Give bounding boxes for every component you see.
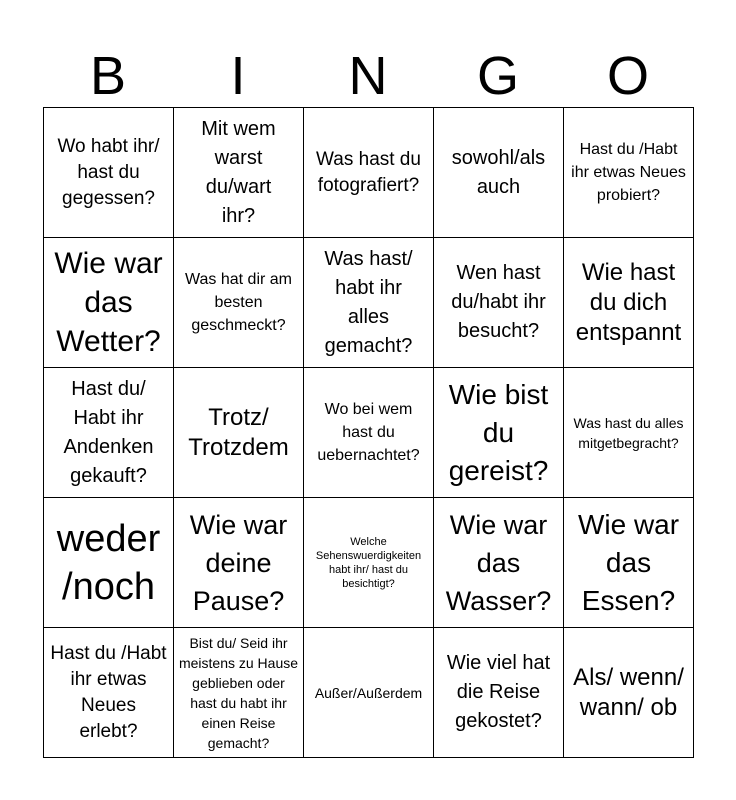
cell-text: Bist du/ Seid ihr meistens zu Hause geblieben oder hast du habt ihr einen Reise gemacht? [178, 634, 299, 751]
cell-text: Wo bei wem hast du uebernachtet? [317, 401, 420, 464]
cell-text: Wie war das Essen? [577, 508, 680, 616]
cell-text: Wie war deine Pause? [189, 509, 288, 616]
bingo-cell[interactable] [174, 238, 304, 368]
cell-text: Was hat dir am besten geschmeckt? [185, 271, 292, 334]
bingo-header [43, 46, 693, 106]
bingo-cell[interactable] [174, 368, 304, 498]
cell-text: weder /noch [56, 517, 161, 608]
bingo-cell[interactable] [434, 108, 564, 238]
bingo-cell[interactable] [44, 238, 174, 368]
header-letter-g: G [476, 46, 519, 106]
header-letter-b: B [89, 46, 127, 106]
cell-text: sowohl/als auch [451, 146, 546, 198]
cell-text: Was hast du fotografiert? [316, 148, 421, 196]
cell-text: Außer/Außerdem [314, 684, 423, 701]
bingo-cell[interactable] [174, 628, 304, 758]
bingo-cell[interactable] [434, 498, 564, 628]
cell-text: Was hast du alles mitgetbegracht? [573, 414, 684, 451]
cell-text: Wo habt ihr/ hast du gegessen? [57, 135, 160, 209]
bingo-cell[interactable] [304, 368, 434, 498]
cell-text: Wen hast du/habt ihr besucht? [451, 262, 546, 342]
cell-text: Mit wem warst du/wart ihr? [201, 117, 276, 227]
bingo-cell[interactable] [564, 108, 694, 238]
cell-text: Hast du/ Habt ihr Andenken gekauft? [63, 377, 154, 487]
cell-text: Als/ wenn/ wann/ ob [573, 663, 684, 721]
bingo-cell[interactable] [564, 238, 694, 368]
bingo-cell[interactable] [564, 368, 694, 498]
bingo-cell[interactable] [174, 498, 304, 628]
bingo-cell[interactable] [174, 108, 304, 238]
bingo-cell[interactable] [44, 368, 174, 498]
bingo-cell[interactable] [564, 498, 694, 628]
cell-text: Was hast/ habt ihr alles gemacht? [324, 247, 413, 357]
bingo-cell[interactable] [304, 498, 434, 628]
bingo-cell[interactable] [434, 628, 564, 758]
cell-text: Hast du /Habt ihr etwas Neues erlebt? [50, 642, 167, 742]
cell-text: Wie viel hat die Reise gekostet? [446, 652, 551, 732]
bingo-grid [43, 107, 694, 758]
header-letter-n: N [348, 46, 388, 106]
bingo-cell[interactable] [564, 628, 694, 758]
header-letter-i: I [230, 46, 246, 106]
bingo-cell[interactable] [434, 368, 564, 498]
header-letter-o: O [606, 46, 649, 106]
cell-text: Trotz/ Trotzdem [188, 403, 289, 461]
cell-text: Wie war das Wetter? [54, 247, 163, 358]
bingo-cell[interactable] [304, 238, 434, 368]
cell-text: Wie bist du gereist? [448, 378, 549, 486]
cell-text: Wie hast du dich entspannt [575, 258, 682, 346]
bingo-cell[interactable] [44, 108, 174, 238]
bingo-cell[interactable] [44, 628, 174, 758]
bingo-cell[interactable] [434, 238, 564, 368]
bingo-cell[interactable] [44, 498, 174, 628]
bingo-cell[interactable] [304, 628, 434, 758]
cell-text: Welche Sehenswuerdigkeiten habt ihr/ hast du besichtigt? [315, 535, 422, 590]
bingo-cell[interactable] [304, 108, 434, 238]
cell-text: Wie war das Wasser? [445, 509, 552, 616]
cell-text: Hast du /Habt ihr etwas Neues probiert? [571, 141, 686, 204]
